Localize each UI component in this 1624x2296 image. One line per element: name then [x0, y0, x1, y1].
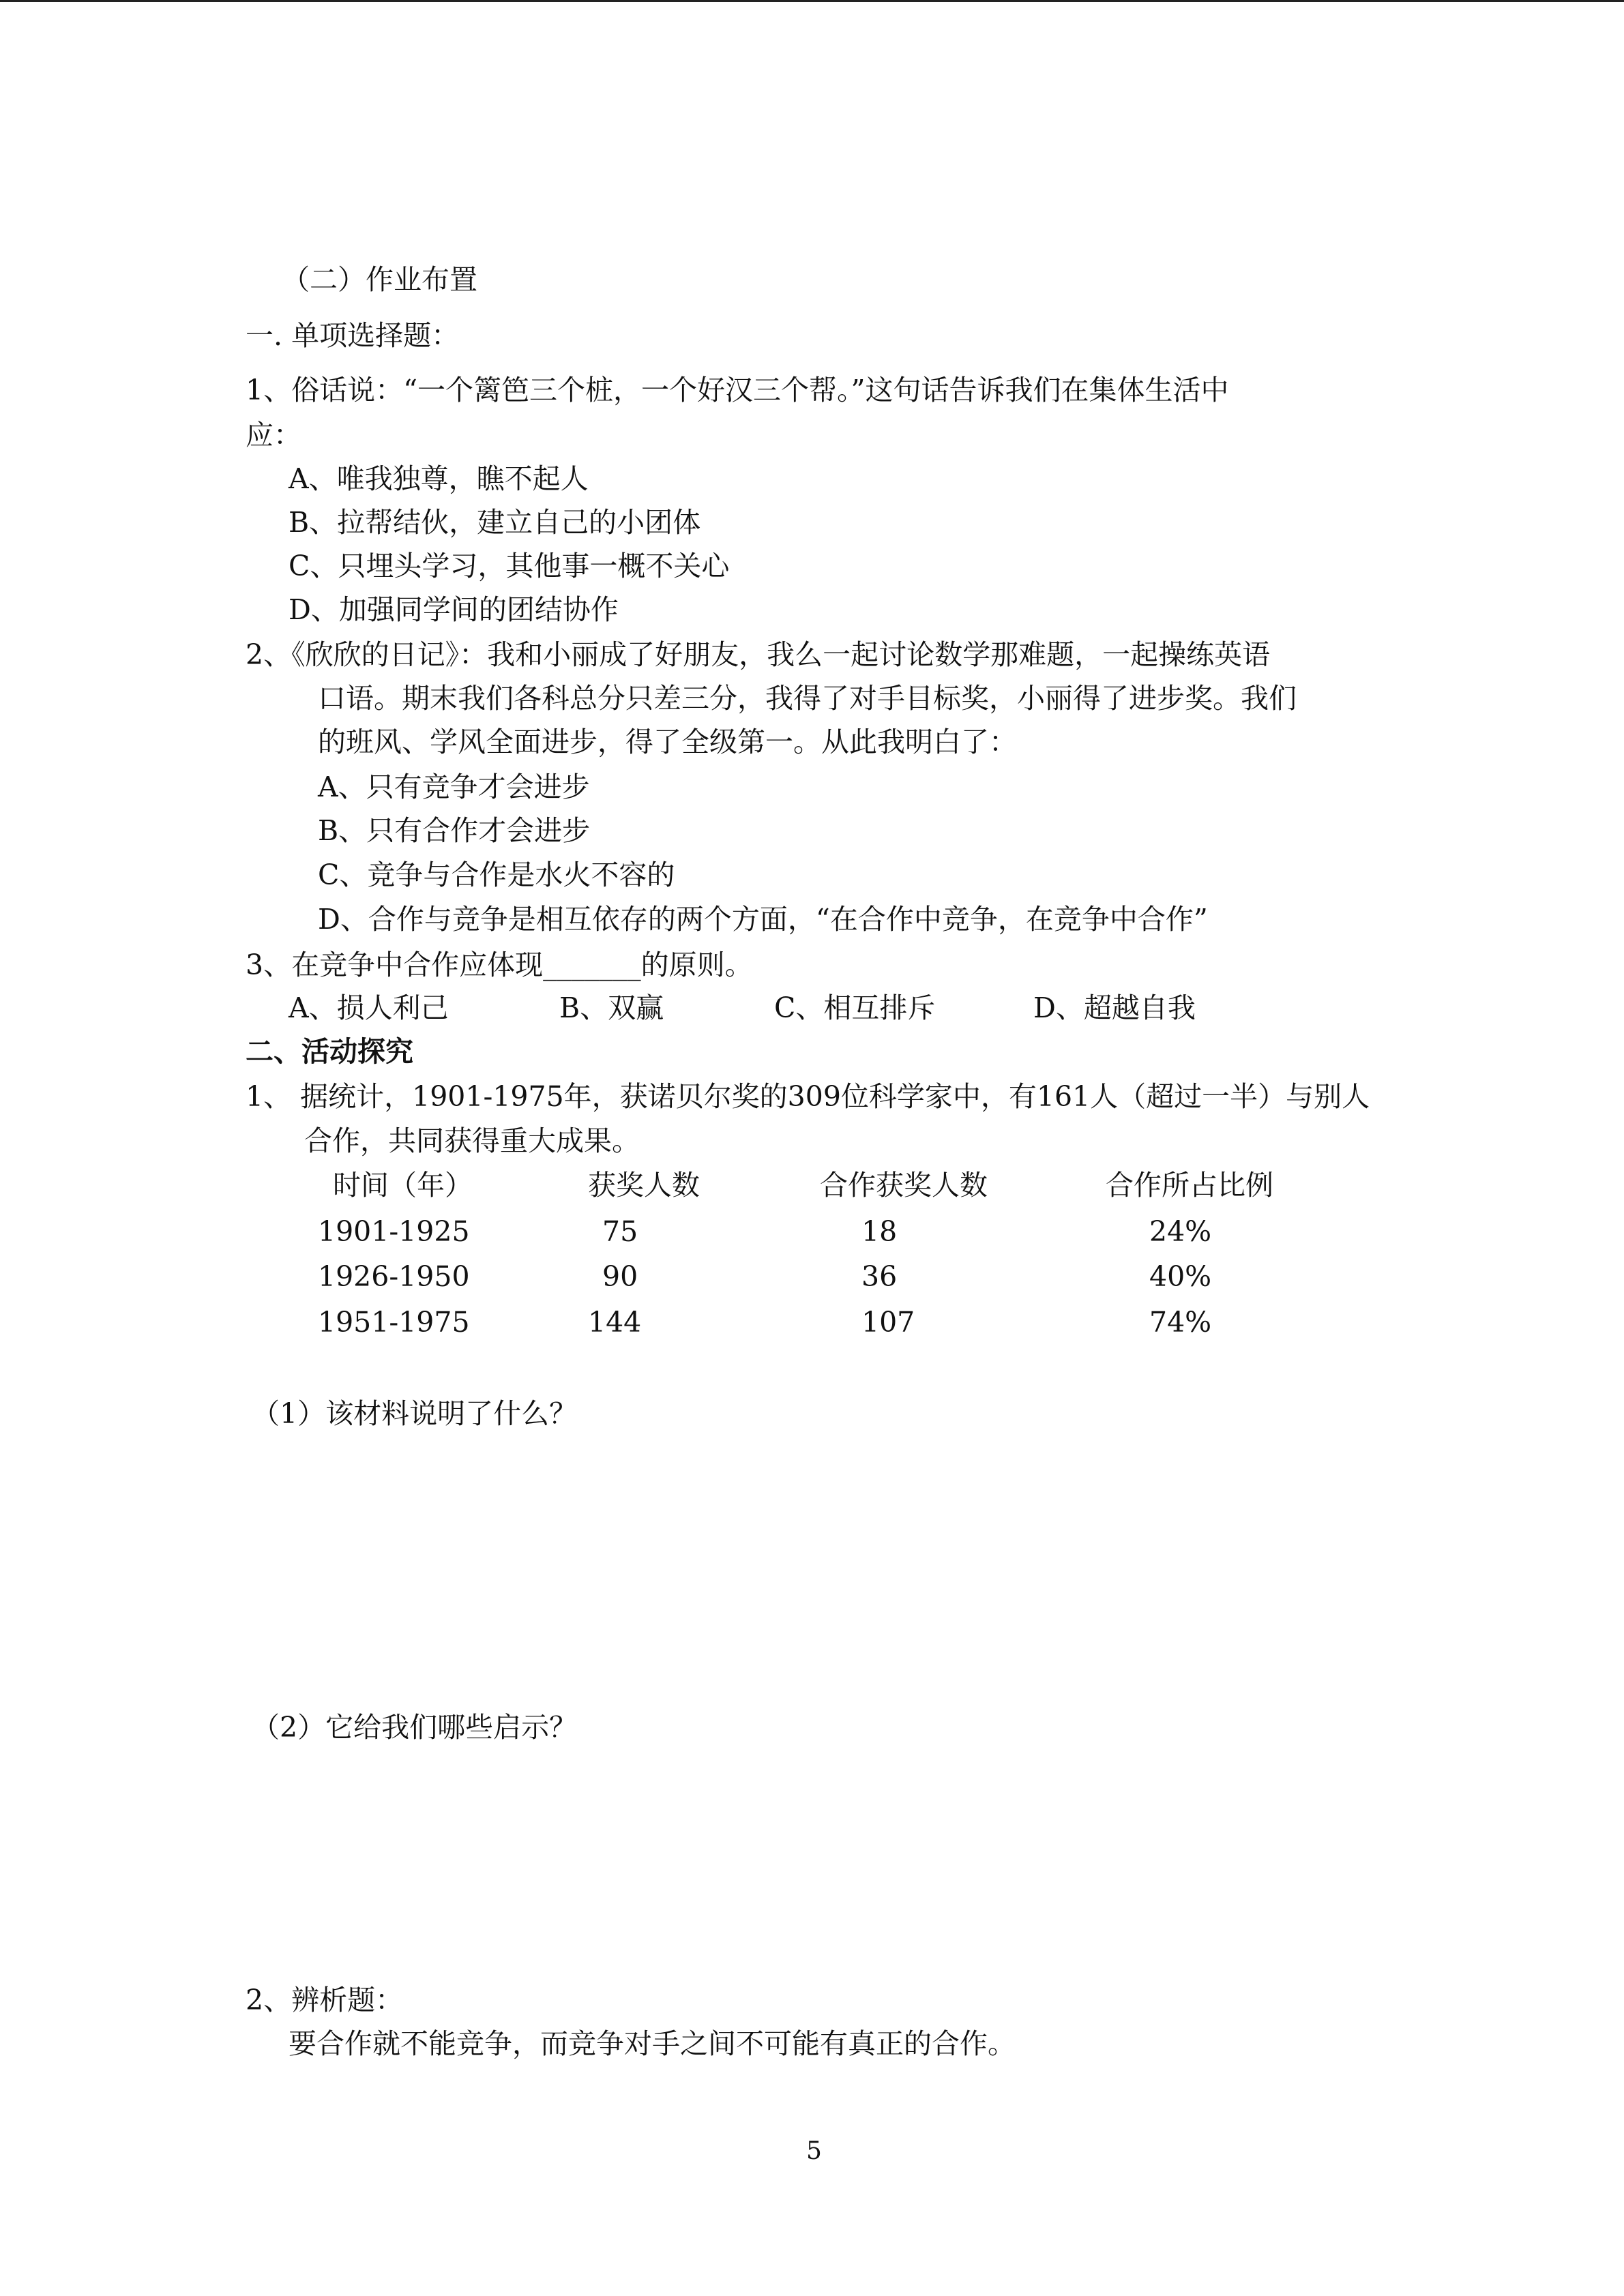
page-number: 5	[806, 2137, 822, 2165]
q1-stem-line2: 应：	[246, 419, 301, 451]
q2-option-c: C、竞争与合作是水火不容的	[318, 859, 675, 891]
table-cell: 144	[588, 1306, 642, 1339]
table-header-time: 时间（年）	[333, 1169, 473, 1202]
table-cell: 90	[602, 1260, 638, 1293]
table-cell: 75	[602, 1215, 638, 1248]
q2-option-a: A、只有竞争才会进步	[318, 771, 590, 803]
q1-option-c: C、只埋头学习，其他事一概不关心	[289, 550, 730, 582]
q1-option-a: A、唯我独尊，瞧不起人	[289, 462, 589, 495]
q2-option-d: D、合作与竞争是相互依存的两个方面，“在合作中竞争，在竞争中合作”	[318, 903, 1208, 936]
table-header-winners: 获奖人数	[588, 1169, 700, 1202]
q2-stem-line2: 口语。期末我们各科总分只差三分，我得了对手目标奖，小丽得了进步奖。我们	[318, 682, 1297, 715]
table-header-coop-winners: 合作获奖人数	[820, 1169, 988, 1202]
sub-question-1: （1）该材料说明了什么？	[252, 1397, 578, 1430]
section-title: （二）作业布置	[282, 263, 477, 296]
part1-heading: 一. 单项选择题：	[246, 319, 460, 352]
q1-option-b: B、拉帮结伙，建立自己的小团体	[289, 506, 701, 539]
q1-option-d: D、加强同学间的团结协作	[289, 593, 619, 626]
table-cell: 1901-1925	[318, 1215, 470, 1248]
q3-option-c: C、相互排斥	[774, 992, 936, 1024]
table-cell: 74%	[1149, 1306, 1212, 1339]
q1-stem-line1: 1、俗话说：“一个篱笆三个桩，一个好汉三个帮。”这句话告诉我们在集体生活中	[246, 374, 1229, 406]
q3-stem: 3、在竞争中合作应体现_______的原则。	[246, 949, 753, 981]
sub-question-2: （2）它给我们哪些启示？	[252, 1711, 578, 1744]
table-cell: 36	[861, 1260, 898, 1293]
q3-option-a: A、损人利己	[289, 992, 449, 1024]
part2-heading: 二、活动探究	[246, 1035, 413, 1068]
table-cell: 107	[861, 1306, 915, 1339]
item1-line2: 合作，共同获得重大成果。	[304, 1124, 640, 1157]
table-cell: 40%	[1149, 1260, 1212, 1293]
table-cell: 1951-1975	[318, 1306, 470, 1339]
table-cell: 1926-1950	[318, 1260, 470, 1293]
table-cell: 24%	[1149, 1215, 1212, 1248]
table-cell: 18	[861, 1215, 898, 1248]
q3-option-b: B、双赢	[559, 992, 664, 1024]
table-header-coop-ratio: 合作所占比例	[1106, 1169, 1273, 1202]
item2-statement: 要合作就不能竞争，而竞争对手之间不可能有真正的合作。	[289, 2027, 1016, 2060]
item1-line1: 1、 据统计，1901-1975年，获诺贝尔奖的309位科学家中，有161人（超过一半）与别人	[246, 1080, 1370, 1113]
q3-option-d: D、超越自我	[1033, 992, 1196, 1024]
q2-stem-line3: 的班风、学风全面进步，得了全级第一。从此我明白了：	[318, 726, 1017, 758]
item2-heading: 2、辨析题：	[246, 1984, 404, 2016]
top-border-line	[0, 0, 1624, 2]
q2-stem-line1: 2、《欣欣的日记》：我和小丽成了好朋友，我么一起讨论数学那难题，一起操练英语	[246, 638, 1271, 671]
q2-option-b: B、只有合作才会进步	[318, 814, 591, 847]
